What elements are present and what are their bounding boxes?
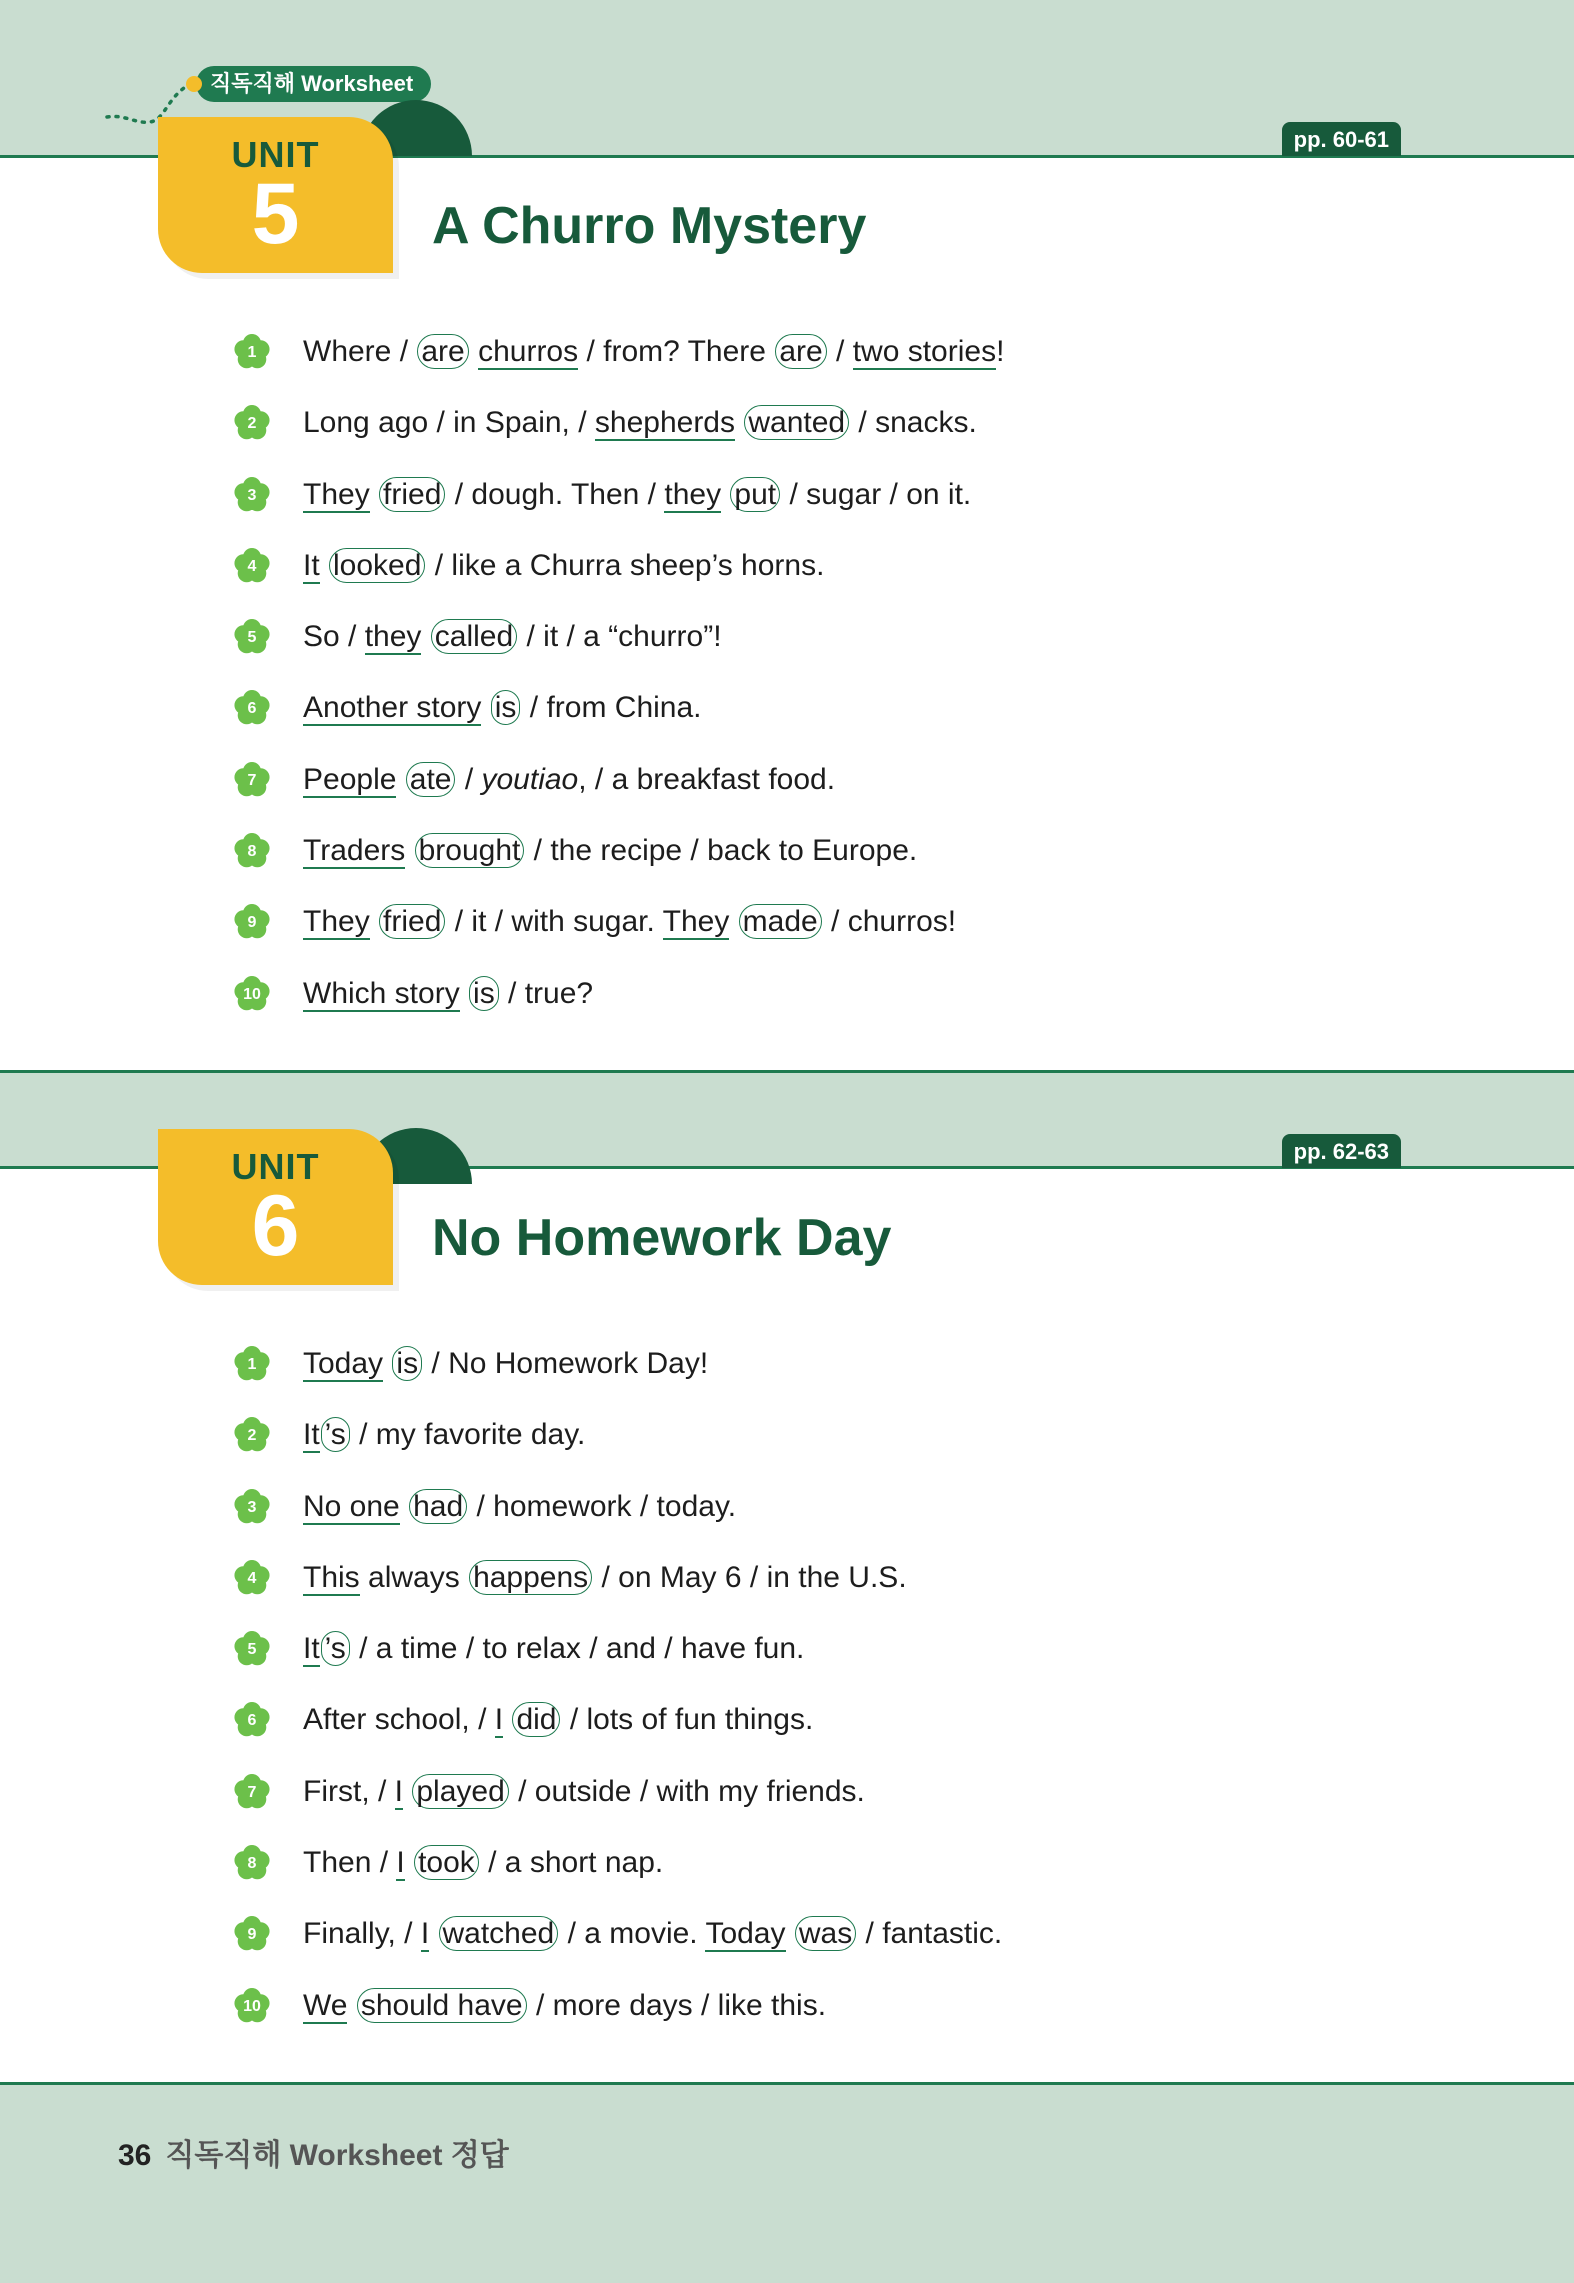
verb-circle: played: [412, 1774, 508, 1809]
flower-number-icon: [232, 1914, 272, 1954]
subject-underline: churros: [478, 335, 579, 368]
sentence-number: 9: [247, 914, 257, 932]
text-segment: Long ago / in Spain, /: [303, 406, 595, 440]
sentence-text: [303, 1556, 907, 1600]
page-footer: [118, 2130, 509, 2174]
sentence-number: 2: [247, 415, 257, 433]
flower-number-icon: [232, 1415, 272, 1455]
sentence-number: 10: [243, 985, 261, 1003]
bottom-rule: [0, 2082, 1574, 2085]
flower-number-icon: [232, 688, 272, 728]
sentence-text: [303, 1698, 813, 1742]
subject-underline: They: [303, 905, 370, 939]
text-segment: Then /: [303, 1846, 397, 1880]
sentence-text: [303, 1413, 585, 1457]
text-segment: After school, /: [303, 1703, 495, 1737]
text-segment: [405, 834, 413, 867]
subject-underline: Another story: [303, 691, 482, 725]
sentence-text: [303, 615, 722, 659]
text-segment: / churros!: [822, 905, 957, 939]
flower-number-icon: [232, 475, 272, 515]
text-segment: / outside / with my friends.: [509, 1774, 865, 1808]
verb-circle: had: [409, 1489, 467, 1524]
unit-6-badge: [158, 1129, 393, 1285]
verb-circle: happens: [469, 1560, 592, 1595]
flower-number-icon: [232, 974, 272, 1014]
text-segment: [721, 478, 729, 511]
flower-number-icon: [232, 1629, 272, 1669]
text-segment: / more days / like this.: [527, 1988, 827, 2022]
subject-underline: People: [303, 762, 397, 796]
bottom-band: [0, 2083, 1574, 2283]
flower-number-icon: [232, 1700, 272, 1740]
unit-number: 5: [251, 166, 300, 262]
sentence-text: [303, 544, 824, 588]
text-segment: [786, 1917, 794, 1950]
sentence-text: [303, 1485, 736, 1529]
text-segment: [383, 1347, 391, 1380]
subject-underline: It: [303, 548, 320, 582]
subject-underline: We: [303, 1988, 348, 2022]
flower-number-icon: [232, 831, 272, 871]
subject-underline: It: [303, 1418, 320, 1452]
text-segment: [347, 1989, 355, 2022]
text-segment: / a time / to relax / and / have fun.: [350, 1632, 805, 1666]
sentence-number: 3: [247, 1498, 257, 1516]
sentence-number: 8: [247, 1855, 257, 1873]
unit-6-title: No Homework Day: [432, 1209, 892, 1267]
verb-circle: should have: [357, 1988, 527, 2023]
subject-underline: No one: [303, 1489, 400, 1523]
flower-number-icon: [232, 546, 272, 586]
unit-5-title: A Churro Mystery: [432, 197, 867, 255]
verb-circle: are: [417, 334, 468, 369]
subject-underline: two stories: [852, 335, 997, 368]
text-segment: / my favorite day.: [350, 1418, 586, 1452]
text-segment: / a movie.: [559, 1917, 706, 1951]
sentence-number: 5: [247, 1641, 257, 1659]
verb-circle: called: [431, 619, 517, 654]
text-segment: / dough. Then /: [446, 477, 665, 511]
tag-dot-decoration: [186, 76, 202, 92]
text-segment: /: [827, 335, 853, 368]
flower-number-icon: [232, 1487, 272, 1527]
sentence-text: [303, 1984, 826, 2028]
sentence-number: 6: [247, 1712, 257, 1730]
unit-6-page-ref: pp. 62-63: [1282, 1134, 1401, 1168]
flower-number-icon: [232, 902, 272, 942]
flower-number-icon: [232, 1344, 272, 1384]
sentence-number: 6: [247, 700, 257, 718]
sentence-number: 5: [247, 629, 257, 647]
text-segment: [470, 335, 478, 368]
text-segment: [403, 1775, 411, 1808]
sentence-number: 1: [247, 344, 257, 361]
verb-circle: did: [512, 1702, 560, 1737]
sentence-text: [303, 330, 1004, 374]
verb-circle: brought: [415, 833, 525, 868]
unit-label: UNIT: [231, 134, 320, 175]
sentence-text: [303, 972, 593, 1016]
flower-number-icon: [232, 760, 272, 800]
sentence-number: 4: [247, 557, 257, 575]
verb-circle: is: [491, 690, 521, 725]
subject-underline: I: [420, 1917, 430, 1951]
sentence-text: [303, 1627, 804, 1671]
sentence-number: 2: [247, 1427, 257, 1445]
flower-number-icon: [232, 1772, 272, 1812]
text-segment: [481, 691, 489, 724]
text-segment: / true?: [499, 976, 594, 1010]
text-segment: / from? There: [578, 335, 775, 368]
sentence-text: [303, 1841, 663, 1885]
text-segment: / sugar / on it.: [781, 477, 972, 511]
text-segment: [400, 1490, 408, 1523]
text-segment: [370, 905, 378, 938]
sentence-text: [303, 401, 977, 445]
sentence-number: 7: [247, 1783, 257, 1801]
text-segment: [503, 1703, 511, 1736]
subject-underline: they: [664, 477, 722, 511]
subject-underline: shepherds: [594, 406, 735, 440]
text-segment: always: [359, 1560, 469, 1594]
subject-underline: It: [303, 1632, 320, 1666]
sentence-text: [303, 900, 956, 944]
flower-number-icon: [232, 1558, 272, 1598]
sentence-text: [303, 758, 835, 802]
text-segment: [460, 977, 468, 1010]
subject-underline: They: [303, 477, 370, 511]
text-segment: [320, 549, 328, 582]
sentence-number: 3: [247, 486, 257, 504]
page-number: 36: [118, 2139, 152, 2172]
verb-circle: fried: [379, 904, 445, 939]
subject-underline: Today: [303, 1347, 384, 1380]
subject-underline: I: [394, 1774, 403, 1808]
subject-underline: I: [396, 1846, 405, 1880]
subject-underline: they: [364, 620, 422, 654]
subject-underline: Today: [705, 1917, 786, 1951]
text-segment: / lots of fun things.: [561, 1703, 814, 1737]
sentence-number: 4: [247, 1569, 257, 1587]
text-segment: Finally, /: [303, 1917, 421, 1951]
verb-circle: ate: [406, 762, 456, 797]
subject-underline: I: [494, 1703, 504, 1737]
verb-circle: put: [730, 477, 780, 512]
verb-circle: fried: [379, 477, 445, 512]
text-segment: / homework / today.: [468, 1489, 737, 1523]
text-segment: !: [996, 335, 1005, 368]
worksheet-tag: 직독직해 Worksheet: [196, 66, 431, 102]
verb-circle: made: [739, 904, 822, 939]
flower-number-icon: [232, 1986, 272, 2026]
sentence-text: [303, 1770, 865, 1814]
verb-circle: are: [775, 334, 826, 369]
sentence-text: [303, 829, 917, 873]
verb-circle: looked: [329, 548, 425, 583]
sentence-number: 9: [247, 1926, 257, 1944]
verb-circle: ’s: [321, 1631, 350, 1666]
text-segment: So /: [303, 620, 365, 654]
text-segment: [396, 763, 404, 796]
text-segment: / like a Churra sheep’s horns.: [426, 548, 825, 582]
text-segment: , / a breakfast food.: [578, 762, 836, 796]
flower-number-icon: [232, 403, 272, 443]
unit-label: UNIT: [231, 1146, 320, 1187]
text-segment: [370, 478, 378, 511]
text-segment: / it / a “churro”!: [518, 620, 722, 654]
flower-number-icon: [232, 332, 272, 372]
subject-underline: They: [662, 905, 730, 939]
text-segment: First, /: [303, 1774, 395, 1808]
verb-circle: watched: [439, 1916, 559, 1951]
verb-circle: ’s: [321, 1417, 350, 1452]
unit-5-page-ref: pp. 60-61: [1282, 122, 1401, 156]
text-segment: / snacks.: [850, 406, 977, 440]
unit-5-badge: [158, 117, 393, 273]
sentence-number: 8: [247, 843, 257, 861]
text-segment: [429, 1917, 437, 1950]
text-segment: [405, 1846, 413, 1879]
text-segment: / on May 6 / in the U.S.: [593, 1560, 907, 1594]
flower-number-icon: [232, 617, 272, 657]
subject-underline: This: [303, 1560, 360, 1594]
text-segment: [735, 406, 743, 439]
text-segment: /: [399, 335, 417, 368]
text-segment: / No Homework Day!: [423, 1347, 709, 1380]
sentence-text: [303, 1342, 708, 1386]
subject-underline: Traders: [303, 834, 406, 868]
sentence-text: [303, 473, 971, 517]
text-segment: [421, 620, 429, 653]
text-segment: / a short nap.: [479, 1846, 664, 1880]
sentence-number: 1: [247, 1356, 257, 1373]
sentence-text: [303, 686, 702, 730]
unit-number: 6: [251, 1178, 300, 1274]
italic-term: youtiao: [481, 762, 579, 796]
subject-underline: Which story: [303, 976, 460, 1010]
footer-title: 직독직해 Worksheet 정답: [165, 2139, 509, 2172]
sentence-number: 7: [247, 771, 257, 789]
text-segment: / from China.: [521, 691, 702, 725]
text-segment: [729, 905, 737, 938]
middle-rule-top: [0, 1070, 1574, 1073]
verb-circle: was: [795, 1916, 856, 1951]
sentence-number: 10: [243, 1997, 261, 2015]
verb-circle: wanted: [744, 405, 849, 440]
text-segment: / it / with sugar.: [446, 905, 663, 939]
text-segment: / fantastic.: [857, 1917, 1003, 1951]
verb-circle: is: [392, 1346, 422, 1381]
sentence-text: [303, 1912, 1002, 1956]
text-segment: /: [456, 762, 482, 796]
verb-circle: took: [414, 1845, 479, 1880]
verb-circle: is: [469, 976, 499, 1011]
text-segment: Where: [303, 335, 400, 368]
text-segment: / the recipe / back to Europe.: [525, 834, 918, 868]
flower-number-icon: [232, 1843, 272, 1883]
